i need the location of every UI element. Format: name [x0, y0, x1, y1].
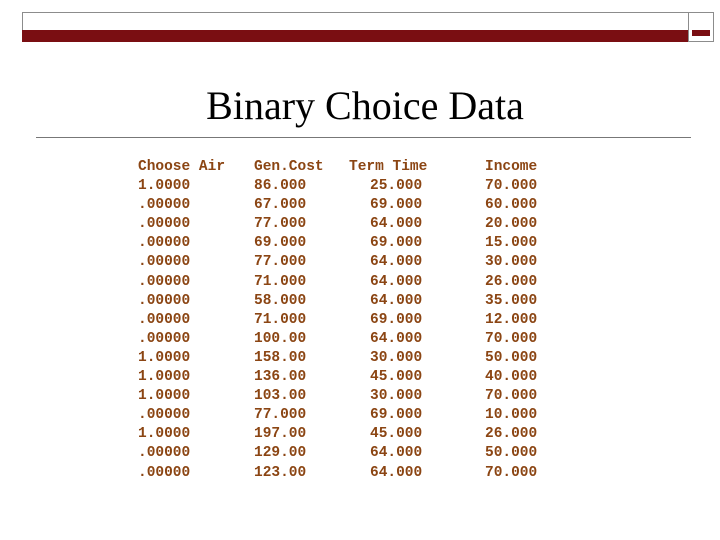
table-column — [485, 158, 537, 483]
column-header: Income — [485, 159, 538, 175]
table-cell: 64.000 — [370, 292, 423, 309]
table-cell: 69.000 — [370, 311, 423, 328]
table-cell: 30.000 — [370, 349, 423, 366]
table-cell: .00000 — [138, 311, 191, 328]
table-cell: 136.00 — [254, 369, 307, 386]
table-cell: 71.000 — [254, 273, 307, 290]
table-cell: 86.000 — [254, 178, 307, 195]
table-cell: 70.000 — [485, 388, 538, 405]
table-cell: .00000 — [138, 216, 191, 233]
table-cell: 60.000 — [485, 197, 538, 214]
table-cell: 69.000 — [370, 235, 423, 252]
table-cell: 77.000 — [254, 254, 307, 271]
table-cell: 30.000 — [485, 254, 538, 271]
table-cell: .00000 — [138, 330, 191, 347]
table-cell: 26.000 — [485, 426, 538, 443]
table-cell: .00000 — [138, 235, 191, 252]
table-cell: 64.000 — [370, 330, 423, 347]
table-cell: 40.000 — [485, 369, 538, 386]
slide-title: Binary Choice Data — [206, 83, 524, 128]
table-cell: 10.000 — [485, 407, 538, 424]
table-column — [254, 158, 324, 483]
table-cell: 20.000 — [485, 216, 538, 233]
table-cell: 69.000 — [370, 407, 423, 424]
table-cell: 70.000 — [485, 330, 538, 347]
table-cell: 50.000 — [485, 445, 538, 462]
table-cell: .00000 — [138, 197, 191, 214]
table-cell: 25.000 — [370, 178, 423, 195]
table-cell: 123.00 — [254, 464, 307, 481]
table-cell: 197.00 — [254, 426, 307, 443]
table-cell: 77.000 — [254, 407, 307, 424]
table-cell: 45.000 — [370, 369, 423, 386]
table-cell: 100.00 — [254, 330, 307, 347]
table-cell: 64.000 — [370, 216, 423, 233]
table-cell: 45.000 — [370, 426, 423, 443]
table-cell: 64.000 — [370, 445, 423, 462]
table-cell: 64.000 — [370, 254, 423, 271]
table-cell: 1.0000 — [138, 426, 191, 443]
table-cell: 1.0000 — [138, 178, 191, 195]
corner-box — [688, 12, 714, 42]
table-cell: 1.0000 — [138, 349, 191, 366]
table-cell: 64.000 — [370, 464, 423, 481]
title-divider — [36, 137, 691, 138]
table-cell: 15.000 — [485, 235, 538, 252]
table-cell: 70.000 — [485, 178, 538, 195]
table-column — [138, 158, 225, 483]
table-cell: 30.000 — [370, 388, 423, 405]
table-cell: 1.0000 — [138, 369, 191, 386]
column-header: Term Time — [349, 159, 428, 175]
table-cell: 12.000 — [485, 311, 538, 328]
table-cell: 71.000 — [254, 311, 307, 328]
table-cell: 1.0000 — [138, 388, 191, 405]
table-cell: 77.000 — [254, 216, 307, 233]
table-cell: 35.000 — [485, 292, 538, 309]
table-cell: 103.00 — [254, 388, 307, 405]
table-cell: 69.000 — [254, 235, 307, 252]
table-cell: .00000 — [138, 273, 191, 290]
table-column — [349, 158, 427, 483]
table-cell: .00000 — [138, 464, 191, 481]
table-cell: 67.000 — [254, 197, 307, 214]
table-cell: .00000 — [138, 445, 191, 462]
table-cell: 129.00 — [254, 445, 307, 462]
table-cell: 158.00 — [254, 349, 307, 366]
top-accent-stripe — [22, 30, 714, 42]
table-cell: .00000 — [138, 254, 191, 271]
table-cell: .00000 — [138, 407, 191, 424]
column-header: Choose Air — [138, 159, 226, 175]
table-cell: 64.000 — [370, 273, 423, 290]
table-cell: 69.000 — [370, 197, 423, 214]
table-cell: 58.000 — [254, 292, 307, 309]
table-cell: 26.000 — [485, 273, 538, 290]
table-cell: 50.000 — [485, 349, 538, 366]
table-cell: .00000 — [138, 292, 191, 309]
table-cell: 70.000 — [485, 464, 538, 481]
column-header: Gen.Cost — [254, 159, 324, 175]
